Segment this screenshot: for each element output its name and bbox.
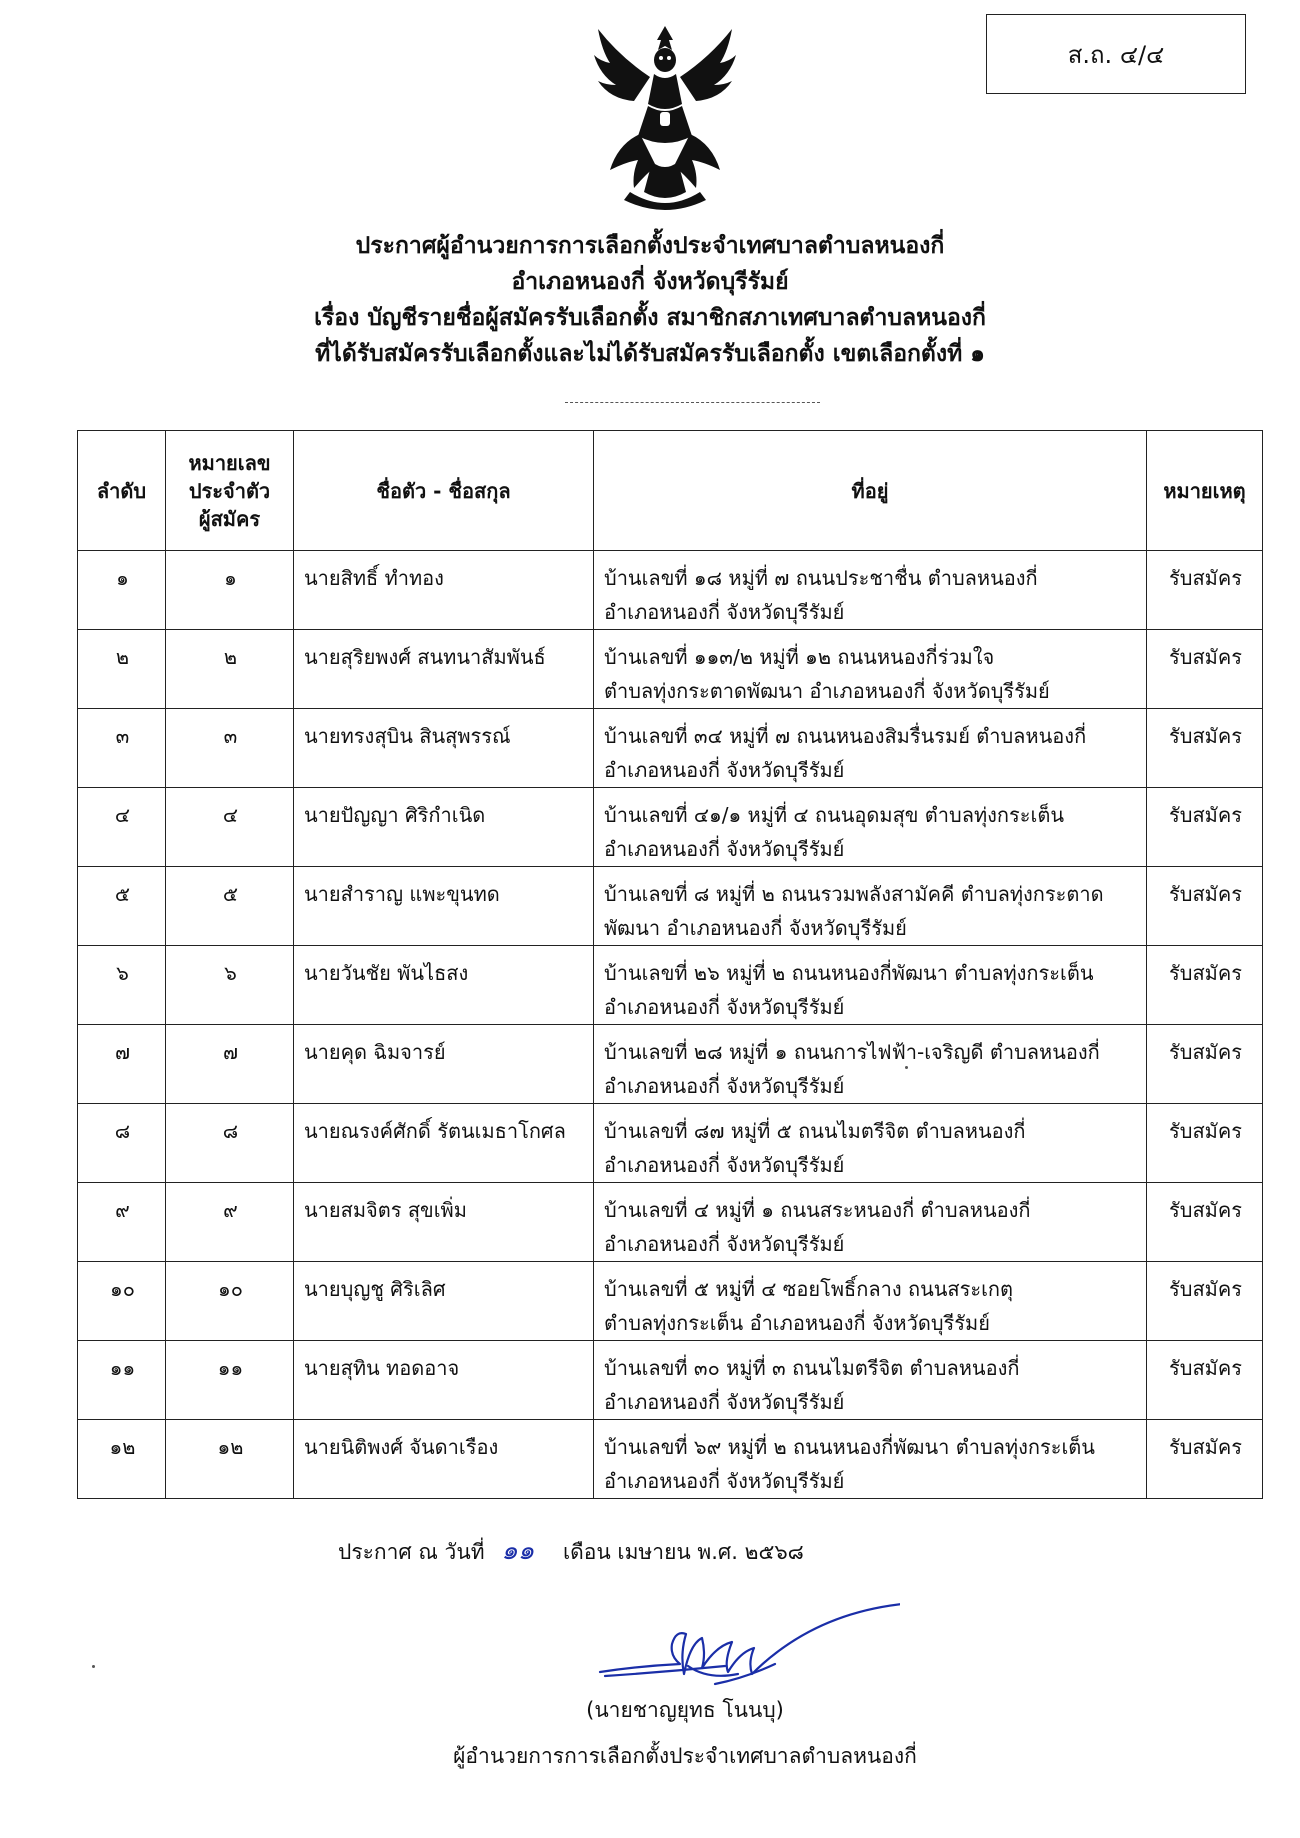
cell-remark: รับสมัคร <box>1147 1025 1263 1104</box>
cell-candidate-number: ๑๐ <box>166 1262 294 1341</box>
cell-order: ๔ <box>78 788 166 867</box>
cell-name: นายสุริยพงศ์ สนทนาสัมพันธ์ <box>294 630 594 709</box>
address-line-1: บ้านเลขที่ ๕ หมู่ที่ ๔ ซอยโพธิ์กลาง ถนนสระเกตุ <box>604 1277 1014 1301</box>
address-line-1: บ้านเลขที่ ๑๑๓/๒ หมู่ที่ ๑๒ ถนนหนองกี่ร่วมใจ <box>604 645 995 669</box>
cell-candidate-number: ๘ <box>166 1104 294 1183</box>
heading-line-4: ที่ได้รับสมัครรับเลือกตั้งและไม่ได้รับสมัครรับเลือกตั้ง เขตเลือกตั้งที่ ๑ <box>315 341 985 367</box>
cell-candidate-number: ๑๒ <box>166 1420 294 1499</box>
cell-name: นายสิทธิ์ ทำทอง <box>294 551 594 630</box>
cell-address <box>594 946 1147 1025</box>
table-row <box>78 1183 1263 1262</box>
table-header-row <box>78 431 1263 551</box>
heading-line-1: ประกาศผู้อำนวยการการเลือกตั้งประจำเทศบาลตำบลหนองกี่ <box>355 233 945 259</box>
scan-speck <box>905 1066 908 1069</box>
table-row <box>78 709 1263 788</box>
cell-name: นายวันชัย พันไธสง <box>294 946 594 1025</box>
address-line-1: บ้านเลขที่ ๑๘ หมู่ที่ ๗ ถนนประชาชื่น ตำบลหนองกี่ <box>604 566 1038 590</box>
cell-order: ๗ <box>78 1025 166 1104</box>
cell-address <box>594 630 1147 709</box>
cell-address <box>594 1025 1147 1104</box>
cell-name: นายบุญชู ศิริเลิศ <box>294 1262 594 1341</box>
announcement-heading <box>0 228 1300 372</box>
address-line-2: อำเภอหนองกี่ จังหวัดบุรีรัมย์ <box>604 1232 845 1256</box>
table-row <box>78 551 1263 630</box>
table-row <box>78 630 1263 709</box>
address-line-1: บ้านเลขที่ ๒๖ หมู่ที่ ๒ ถนนหนองกี่พัฒนา ตำบลทุ่งกระเต็น <box>604 961 1094 985</box>
table-row <box>78 946 1263 1025</box>
address-line-1: บ้านเลขที่ ๘ หมู่ที่ ๒ ถนนรวมพลังสามัคคี ตำบลทุ่งกระตาด <box>604 882 1104 906</box>
cell-order: ๑๐ <box>78 1262 166 1341</box>
cell-address <box>594 788 1147 867</box>
cell-name: นายทรงสุบิน สินสุพรรณ์ <box>294 709 594 788</box>
cell-order: ๘ <box>78 1104 166 1183</box>
candidates-table <box>77 430 1263 1499</box>
cell-remark: รับสมัคร <box>1147 1341 1263 1420</box>
garuda-emblem-icon <box>590 22 740 212</box>
header-number-line-2: ประจำตัว <box>188 478 271 503</box>
cell-address <box>594 1104 1147 1183</box>
address-line-2: อำเภอหนองกี่ จังหวัดบุรีรัมย์ <box>604 1153 845 1177</box>
address-line-1: บ้านเลขที่ ๓๔ หมู่ที่ ๗ ถนนหนองสิมรื่นรมย์ ตำบลหนองกี่ <box>604 724 1087 748</box>
announcement-date <box>338 1530 804 1571</box>
header-number-line-1: หมายเลข <box>188 450 271 475</box>
cell-order: ๑๒ <box>78 1420 166 1499</box>
table-row <box>78 1104 1263 1183</box>
signer-name: (นายชาญยุทธ โนนบุ) <box>586 1698 784 1722</box>
cell-remark: รับสมัคร <box>1147 551 1263 630</box>
header-order: ลำดับ <box>78 431 166 551</box>
cell-name: นายณรงค์ศักดิ์ รัตนเมธาโกศล <box>294 1104 594 1183</box>
cell-remark: รับสมัคร <box>1147 788 1263 867</box>
cell-remark: รับสมัคร <box>1147 1104 1263 1183</box>
address-line-2: ตำบลทุ่งกระตาดพัฒนา อำเภอหนองกี่ จังหวัดบุรีรัมย์ <box>604 679 1050 703</box>
cell-candidate-number: ๓ <box>166 709 294 788</box>
cell-name: นายนิติพงศ์ จันดาเรือง <box>294 1420 594 1499</box>
cell-order: ๖ <box>78 946 166 1025</box>
scan-speck <box>92 1665 95 1668</box>
heading-line-3: เรื่อง บัญชีรายชื่อผู้สมัครรับเลือกตั้ง สมาชิกสภาเทศบาลตำบลหนองกี่ <box>314 305 986 331</box>
cell-name: นายสำราญ แพะขุนทด <box>294 867 594 946</box>
cell-name: นายสมจิตร สุขเพิ่ม <box>294 1183 594 1262</box>
cell-address <box>594 867 1147 946</box>
cell-name: นายคุด ฉิมจารย์ <box>294 1025 594 1104</box>
cell-candidate-number: ๔ <box>166 788 294 867</box>
cell-candidate-number: ๙ <box>166 1183 294 1262</box>
cell-address <box>594 709 1147 788</box>
date-suffix: เดือน เมษายน พ.ศ. ๒๕๖๘ <box>562 1540 804 1564</box>
table-row <box>78 867 1263 946</box>
cell-remark: รับสมัคร <box>1147 867 1263 946</box>
form-code-text: ส.ถ. ๔/๔ <box>1067 40 1165 69</box>
cell-order: ๙ <box>78 1183 166 1262</box>
handwritten-signature-icon <box>580 1580 900 1710</box>
address-line-2: อำเภอหนองกี่ จังหวัดบุรีรัมย์ <box>604 837 845 861</box>
address-line-1: บ้านเลขที่ ๒๘ หมู่ที่ ๑ ถนนการไฟฟ้า-เจริญดี ตำบลหนองกี่ <box>604 1040 1100 1064</box>
heading-divider <box>565 402 820 403</box>
cell-candidate-number: ๒ <box>166 630 294 709</box>
date-day: ๑๑ <box>501 1536 535 1566</box>
table-row <box>78 1341 1263 1420</box>
table-row <box>78 1262 1263 1341</box>
header-address: ที่อยู่ <box>594 431 1147 551</box>
header-name: ชื่อตัว - ชื่อสกุล <box>294 431 594 551</box>
cell-address <box>594 1262 1147 1341</box>
cell-remark: รับสมัคร <box>1147 1262 1263 1341</box>
cell-remark: รับสมัคร <box>1147 946 1263 1025</box>
cell-name: นายสุทิน ทอดอาจ <box>294 1341 594 1420</box>
cell-order: ๑ <box>78 551 166 630</box>
table-row <box>78 1025 1263 1104</box>
form-code-box <box>986 14 1246 94</box>
address-line-1: บ้านเลขที่ ๓๐ หมู่ที่ ๓ ถนนไมตรีจิต ตำบลหนองกี่ <box>604 1356 1020 1380</box>
heading-line-2: อำเภอหนองกี่ จังหวัดบุรีรัมย์ <box>511 269 789 295</box>
address-line-2: อำเภอหนองกี่ จังหวัดบุรีรัมย์ <box>604 1469 845 1493</box>
address-line-2: ตำบลทุ่งกระเต็น อำเภอหนองกี่ จังหวัดบุรีรัมย์ <box>604 1311 990 1335</box>
date-prefix: ประกาศ ณ วันที่ <box>338 1540 485 1564</box>
address-line-2: อำเภอหนองกี่ จังหวัดบุรีรัมย์ <box>604 600 845 624</box>
cell-address <box>594 1420 1147 1499</box>
cell-candidate-number: ๑ <box>166 551 294 630</box>
cell-candidate-number: ๑๑ <box>166 1341 294 1420</box>
header-candidate-number <box>166 431 294 551</box>
cell-order: ๕ <box>78 867 166 946</box>
table-body <box>78 551 1263 1499</box>
address-line-2: พัฒนา อำเภอหนองกี่ จังหวัดบุรีรัมย์ <box>604 916 907 940</box>
address-line-1: บ้านเลขที่ ๘๗ หมู่ที่ ๕ ถนนไมตรีจิต ตำบลหนองกี่ <box>604 1119 1026 1143</box>
address-line-1: บ้านเลขที่ ๔ หมู่ที่ ๑ ถนนสระหนองกี่ ตำบลหนองกี่ <box>604 1198 1031 1222</box>
cell-remark: รับสมัคร <box>1147 630 1263 709</box>
cell-remark: รับสมัคร <box>1147 1420 1263 1499</box>
address-line-2: อำเภอหนองกี่ จังหวัดบุรีรัมย์ <box>604 1390 845 1414</box>
cell-remark: รับสมัคร <box>1147 1183 1263 1262</box>
table-row <box>78 788 1263 867</box>
cell-candidate-number: ๗ <box>166 1025 294 1104</box>
address-line-2: อำเภอหนองกี่ จังหวัดบุรีรัมย์ <box>604 995 845 1019</box>
address-line-2: อำเภอหนองกี่ จังหวัดบุรีรัมย์ <box>604 758 845 782</box>
cell-address <box>594 1341 1147 1420</box>
cell-remark: รับสมัคร <box>1147 709 1263 788</box>
header-number-line-3: ผู้สมัคร <box>198 506 261 531</box>
address-line-1: บ้านเลขที่ ๖๙ หมู่ที่ ๒ ถนนหนองกี่พัฒนา ตำบลทุ่งกระเต็น <box>604 1435 1095 1459</box>
cell-order: ๑๑ <box>78 1341 166 1420</box>
cell-order: ๒ <box>78 630 166 709</box>
table-row <box>78 1420 1263 1499</box>
cell-order: ๓ <box>78 709 166 788</box>
signer-title: ผู้อำนวยการการเลือกตั้งประจำเทศบาลตำบลหนองกี่ <box>453 1744 917 1768</box>
cell-candidate-number: ๕ <box>166 867 294 946</box>
address-line-1: บ้านเลขที่ ๔๑/๑ หมู่ที่ ๔ ถนนอุดมสุข ตำบลทุ่งกระเต็น <box>604 803 1065 827</box>
header-remark: หมายเหตุ <box>1147 431 1263 551</box>
cell-name: นายปัญญา ศิริกำเนิด <box>294 788 594 867</box>
cell-address <box>594 551 1147 630</box>
address-line-2: อำเภอหนองกี่ จังหวัดบุรีรัมย์ <box>604 1074 845 1098</box>
cell-address <box>594 1183 1147 1262</box>
cell-candidate-number: ๖ <box>166 946 294 1025</box>
